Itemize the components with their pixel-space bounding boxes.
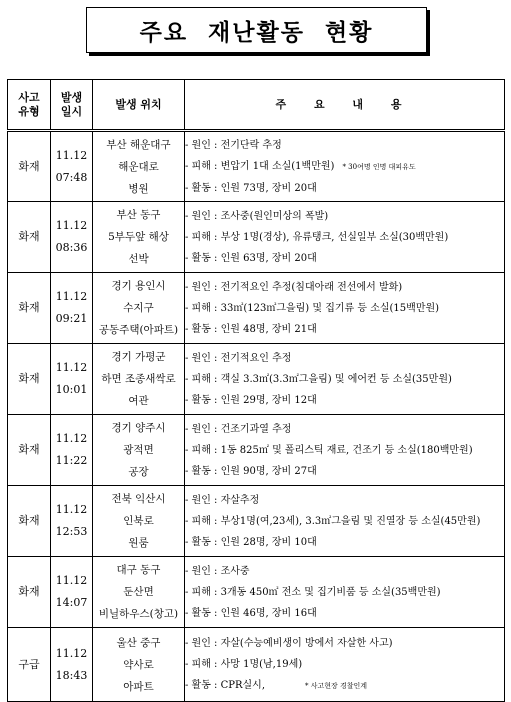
location-line: 여관 — [128, 395, 149, 407]
occurred-time-cell — [51, 344, 93, 415]
page-title: 주요 재난활동 현황 — [139, 19, 374, 46]
occurred-date: 11.12 — [55, 290, 88, 303]
action-text: - 활동 : 인원 29명, 장비 12대 — [185, 394, 317, 406]
action-line — [185, 603, 504, 624]
occurred-time: 14:07 — [55, 596, 88, 609]
occurred-time: 11:22 — [55, 454, 88, 467]
occurred-time: 07:48 — [55, 170, 88, 184]
occurred-time-cell — [51, 415, 93, 486]
action-text: - 활동 : 인원 46명, 장비 16대 — [185, 607, 317, 619]
location-line: 둔산면 — [123, 586, 154, 598]
location-line: 공동주택(아파트) — [98, 324, 179, 336]
location-line: 광적면 — [123, 444, 154, 456]
location-line: 약사로 — [123, 658, 154, 671]
location-line: 원룸 — [128, 537, 149, 549]
cause-line: - 원인 : 건조기과열 추정 — [185, 423, 292, 435]
location-line: 하면 조종새싹로 — [101, 373, 176, 385]
content-cell — [185, 415, 505, 486]
location-cell — [93, 344, 185, 415]
occurred-time-cell — [51, 131, 93, 202]
location-cell — [93, 415, 185, 486]
action-text: - 활동 : 인원 28명, 장비 10대 — [185, 536, 317, 548]
action-text: - 활동 : 인원 63명, 장비 20대 — [185, 252, 317, 264]
damage-text: - 피해 : 객실 3.3㎡(3.3㎡그을림) 및 에어컨 등 소실(35만원) — [185, 373, 452, 385]
occurred-time-cell — [51, 202, 93, 273]
damage-line — [185, 369, 504, 390]
action-text: - 활동 : 인원 48명, 장비 21대 — [185, 323, 317, 335]
occurred-time: 09:21 — [55, 312, 88, 325]
incident-type-cell: 화재 — [8, 202, 51, 273]
title-box — [86, 7, 427, 53]
location-cell — [93, 486, 185, 557]
damage-line — [185, 440, 504, 461]
table-row — [8, 557, 505, 628]
location-line: 부산 해운대구 — [106, 138, 171, 151]
occurred-time: 10:01 — [55, 383, 88, 396]
table-row — [8, 202, 505, 273]
location-cell — [93, 557, 185, 628]
occurred-time: 08:36 — [55, 241, 88, 254]
action-text: - 활동 : 인원 90명, 장비 27대 — [185, 465, 317, 477]
occurred-time: 12:53 — [55, 525, 88, 538]
location-cell — [93, 628, 185, 702]
damage-line — [185, 654, 504, 675]
cause-line: - 원인 : 조사중(원인미상의 폭발) — [185, 210, 329, 222]
location-line: 해운대로 — [118, 160, 159, 173]
location-line: 공장 — [128, 466, 149, 478]
occurred-date: 11.12 — [55, 432, 88, 445]
content-cell — [185, 273, 505, 344]
cause-line: - 원인 : 자살추정 — [185, 494, 260, 506]
occurred-time-cell — [51, 557, 93, 628]
damage-line — [185, 582, 504, 603]
cause-line: - 원인 : 전기적요인 추정 — [185, 352, 292, 364]
content-cell — [185, 628, 505, 702]
cause-line: - 원인 : 조사중 — [185, 565, 250, 577]
location-line: 인북로 — [123, 515, 154, 527]
incident-type-cell: 화재 — [8, 557, 51, 628]
occurred-date: 11.12 — [55, 219, 88, 232]
table-row — [8, 628, 505, 702]
damage-text: - 피해 : 3개동 450㎡ 전소 및 집기비품 등 소실(35백만원) — [185, 586, 441, 598]
damage-text: - 피해 : 33㎡(123㎡그을림) 및 집기류 등 소실(15백만원) — [185, 302, 440, 314]
action-line — [185, 390, 504, 411]
incident-type-cell: 구급 — [8, 628, 51, 702]
header-location: 발생 위치 — [93, 80, 185, 131]
disaster-activity-table — [7, 79, 505, 702]
incident-type-cell: 화재 — [8, 273, 51, 344]
location-line: 경기 용인시 — [111, 280, 166, 292]
header-incident-type: 사고 유형 — [8, 80, 51, 131]
damage-text: - 피해 : 부상 1명(경상), 유류탱크, 선실일부 소실(30백만원) — [185, 231, 449, 243]
action-line — [185, 248, 504, 269]
table-row — [8, 344, 505, 415]
location-line: 대구 동구 — [116, 564, 161, 576]
cause-line: - 원인 : 전기단락 추정 — [185, 139, 282, 151]
location-line: 비닐하우스(창고) — [98, 608, 179, 620]
action-line — [185, 675, 504, 697]
occurred-time-cell — [51, 628, 93, 702]
content-cell — [185, 557, 505, 628]
incident-type-cell: 화재 — [8, 131, 51, 202]
location-line: 울산 중구 — [116, 636, 161, 649]
location-line: 경기 양주시 — [111, 422, 166, 434]
incident-type-cell: 화재 — [8, 344, 51, 415]
header-occurred-time: 발생 일시 — [51, 80, 93, 131]
content-cell — [185, 344, 505, 415]
location-cell — [93, 273, 185, 344]
location-line: 부산 동구 — [116, 209, 161, 221]
action-line — [185, 461, 504, 482]
damage-note: * 30여명 인명 대피유도 — [342, 162, 416, 171]
damage-line — [185, 156, 504, 178]
action-text: - 활동 : 인원 73명, 장비 20대 — [185, 182, 317, 194]
damage-text: - 피해 : 사망 1명(남,19세) — [185, 658, 303, 670]
damage-text: - 피해 : 1동 825㎡ 및 폴리스틱 재료, 건조기 등 소실(180백만원) — [185, 444, 473, 456]
location-cell — [93, 202, 185, 273]
action-note: * 사고현장 경찰인계 — [305, 681, 368, 690]
location-line: 수지구 — [123, 302, 154, 314]
occurred-date: 11.12 — [55, 361, 88, 374]
content-cell — [185, 486, 505, 557]
incident-type-cell: 화재 — [8, 415, 51, 486]
location-cell — [93, 131, 185, 202]
cause-line: - 원인 : 전기적요인 추정(침대아래 전선에서 발화) — [185, 281, 403, 293]
location-line: 선박 — [128, 253, 149, 265]
damage-line — [185, 227, 504, 248]
table-row — [8, 131, 505, 202]
occurred-time-cell — [51, 273, 93, 344]
occurred-date: 11.12 — [55, 646, 88, 660]
location-line: 병원 — [128, 182, 149, 195]
table-row — [8, 273, 505, 344]
occurred-date: 11.12 — [55, 574, 88, 587]
table-row — [8, 415, 505, 486]
incident-type-cell: 화재 — [8, 486, 51, 557]
action-text: - 활동 : CPR실시, — [185, 679, 266, 691]
damage-line — [185, 511, 504, 532]
action-line — [185, 319, 504, 340]
location-line: 5부두앞 해상 — [108, 231, 169, 243]
content-cell — [185, 131, 505, 202]
content-cell — [185, 202, 505, 273]
occurred-time-cell — [51, 486, 93, 557]
occurred-date: 11.12 — [55, 148, 88, 162]
action-line — [185, 178, 504, 199]
occurred-date: 11.12 — [55, 503, 88, 516]
header-main-content: 주 요 내 용 — [185, 80, 505, 131]
location-line: 전북 익산시 — [111, 493, 166, 505]
damage-text: - 피해 : 변압기 1대 소실(1백만원) — [185, 160, 335, 172]
table-row — [8, 486, 505, 557]
occurred-time: 18:43 — [55, 668, 88, 682]
location-line: 경기 가평군 — [111, 351, 166, 363]
location-line: 아파트 — [123, 680, 154, 693]
damage-line — [185, 298, 504, 319]
cause-line: - 원인 : 자살(수능예비생이 방에서 자살한 사고) — [185, 637, 393, 649]
action-line — [185, 532, 504, 553]
damage-text: - 피해 : 부상1명(여,23세), 3.3㎡그을림 및 진열장 등 소실(45만원) — [185, 515, 481, 527]
table-header-row — [8, 80, 505, 131]
